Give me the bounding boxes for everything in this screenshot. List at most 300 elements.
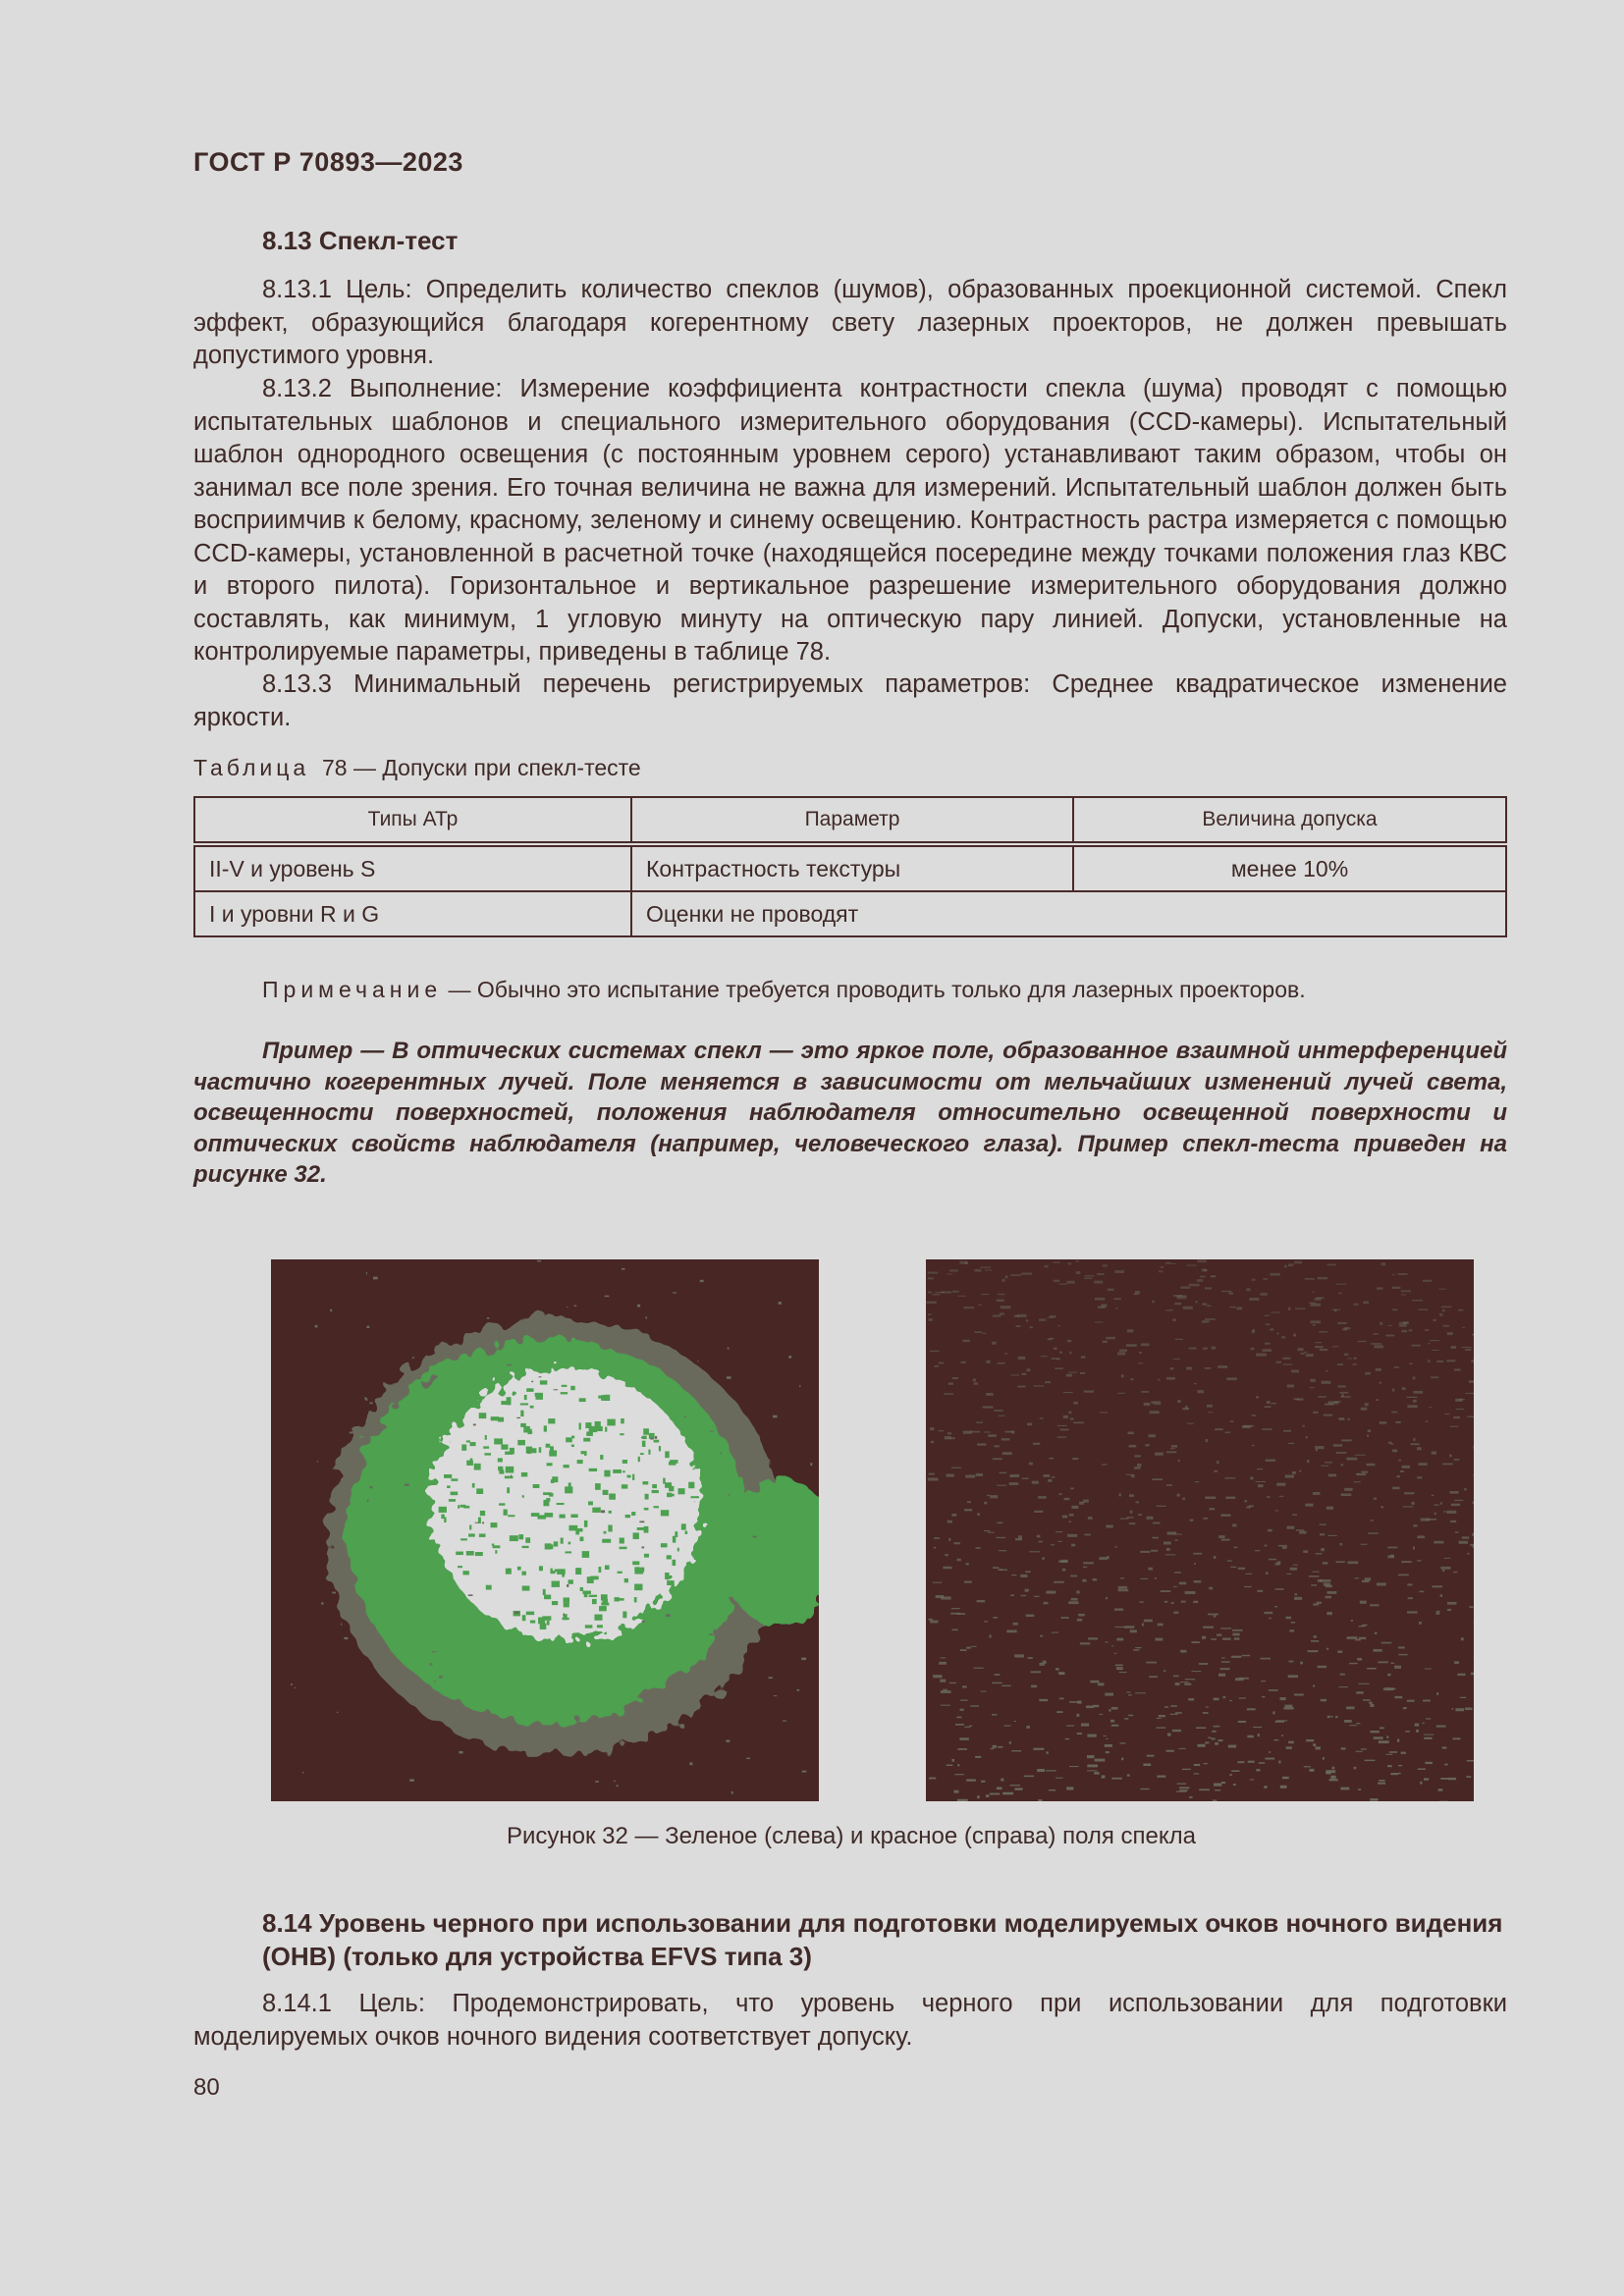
speckle-dot [1447, 1602, 1456, 1605]
speckle-dot [1454, 1368, 1461, 1370]
speckle-dot [982, 1333, 986, 1334]
speckle-dot [1095, 1298, 1105, 1301]
speckle-dot [939, 1662, 947, 1665]
speckle-dot [1211, 1737, 1215, 1739]
speckle-dot [476, 1488, 483, 1494]
speckle-dot [962, 1685, 967, 1687]
speckle-dot [1002, 1452, 1012, 1455]
speckle-dot [1014, 1721, 1016, 1722]
speckle-dot [642, 1436, 646, 1439]
table-header-cell: Параметр [631, 797, 1073, 844]
speckle-dot [620, 1433, 623, 1435]
speckle-dot [1038, 1799, 1042, 1801]
speckle-dot [1273, 1739, 1278, 1740]
speckle-dot [998, 1294, 1004, 1295]
speckle-dot [530, 1431, 532, 1434]
speckle-dot [1039, 1318, 1047, 1320]
speckle-dot [439, 1676, 442, 1679]
speckle-dot [1359, 1626, 1366, 1627]
speckle-dot [1306, 1436, 1308, 1438]
speckle-dot [642, 1621, 645, 1623]
speckle-dot [1430, 1340, 1439, 1341]
speckle-dot [580, 1587, 583, 1591]
table-row [194, 844, 1506, 891]
speckle-dot [1138, 1362, 1143, 1363]
speckle-dot [483, 1446, 489, 1448]
speckle-dot [1157, 1718, 1162, 1719]
speckle-dot [929, 1778, 936, 1780]
speckle-dot [1152, 1537, 1159, 1539]
speckle-dot [1413, 1391, 1423, 1394]
speckle-dot [1076, 1260, 1079, 1262]
speckle-dot [1325, 1462, 1332, 1463]
speckle-dot [1436, 1725, 1446, 1727]
speckle-dot [1029, 1551, 1040, 1552]
speckle-dot [1077, 1733, 1082, 1735]
speckle-dot [957, 1748, 967, 1750]
speckle-dot [1441, 1307, 1452, 1308]
speckle-dot [1195, 1481, 1200, 1482]
speckle-dot [1310, 1379, 1315, 1382]
speckle-dot [1225, 1432, 1231, 1433]
section-title-8-13: 8.13 Спекл-тест [262, 226, 459, 255]
speckle-dot [928, 1291, 932, 1293]
speckle-dot [661, 1510, 669, 1516]
speckle-dot [1398, 1765, 1402, 1766]
speckle-dot [1076, 1714, 1079, 1717]
speckle-dot [1068, 1262, 1072, 1264]
speckle-dot [928, 1272, 939, 1274]
speckle-dot [631, 1512, 635, 1516]
speckle-dot [1348, 1418, 1350, 1420]
speckle-dot [330, 1309, 332, 1312]
speckle-dot [1455, 1708, 1464, 1711]
speckle-dot [1197, 1390, 1204, 1393]
speckle-dot [1370, 1604, 1380, 1606]
speckle-dot [779, 1302, 782, 1305]
speckle-dot [1014, 1654, 1024, 1657]
speckle-dot [1083, 1567, 1087, 1568]
speckle-dot [663, 1478, 665, 1484]
speckle-dot [1378, 1783, 1385, 1785]
speckle-dot [1312, 1291, 1315, 1292]
speckle-dot [642, 1481, 648, 1484]
speckle-dot [1038, 1541, 1042, 1543]
speckle-dot [317, 1461, 318, 1462]
speckle-dot [1111, 1778, 1122, 1780]
speckle-dot [1288, 1661, 1293, 1663]
speckle-dot [1032, 1481, 1039, 1484]
speckle-dot [1049, 1458, 1054, 1460]
speckle-dot [1034, 1511, 1043, 1513]
speckle-dot [1443, 1558, 1450, 1559]
speckle-dot [1174, 1539, 1177, 1540]
speckle-dot [460, 1505, 466, 1508]
speckle-dot [546, 1444, 551, 1448]
speckle-dot [1337, 1650, 1342, 1653]
speckle-dot [999, 1550, 1006, 1551]
speckle-dot [1041, 1356, 1048, 1357]
speckle-dot [1168, 1309, 1172, 1311]
speckle-dot [1004, 1353, 1007, 1354]
speckle-dot [933, 1675, 942, 1678]
speckle-dot [1185, 1406, 1188, 1409]
speckle-dot [1456, 1409, 1464, 1410]
speckle-dot [1411, 1502, 1414, 1505]
speckle-dot [1030, 1326, 1033, 1328]
speckle-dot [567, 1584, 568, 1587]
speckle-dot [1203, 1348, 1208, 1350]
speckle-dot [1221, 1539, 1230, 1541]
speckle-dot [1206, 1706, 1209, 1707]
speckle-dot [969, 1726, 972, 1727]
speckle-dot [1371, 1343, 1381, 1345]
speckle-dot [799, 1385, 800, 1387]
speckle-dot [1311, 1304, 1322, 1307]
speckle-dot [1048, 1338, 1052, 1340]
speckle-dot [1098, 1682, 1105, 1685]
speckle-dot [934, 1365, 939, 1367]
speckle-dot [1278, 1761, 1280, 1764]
speckle-dot [1006, 1629, 1016, 1632]
speckle-dot [1442, 1746, 1447, 1748]
speckle-dot [948, 1382, 953, 1384]
speckle-dot [1148, 1568, 1153, 1571]
speckle-dot [575, 1568, 581, 1575]
speckle-dot [1359, 1637, 1367, 1639]
speckle-dot [685, 1531, 688, 1534]
speckle-dot [1284, 1705, 1292, 1707]
speckle-dot [1401, 1330, 1407, 1332]
speckle-dot [1127, 1329, 1134, 1332]
speckle-dot [992, 1714, 997, 1715]
speckle-dot [640, 1453, 644, 1455]
speckle-dot [1261, 1658, 1272, 1660]
speckle-dot [1098, 1306, 1106, 1308]
speckle-dot [944, 1393, 953, 1395]
speckle-dot [1060, 1429, 1069, 1431]
speckle-dot [1211, 1638, 1217, 1640]
speckle-dot [336, 1554, 338, 1556]
speckle-dot [1175, 1682, 1180, 1685]
speckle-dot [1058, 1560, 1067, 1563]
speckle-dot [1467, 1760, 1474, 1762]
speckle-dot [1249, 1505, 1254, 1507]
speckle-dot [1175, 1339, 1183, 1340]
speckle-dot [1142, 1623, 1144, 1626]
speckle-dot [1099, 1557, 1108, 1560]
speckle-dot [992, 1342, 997, 1345]
speckle-dot [652, 1490, 659, 1493]
speckle-dot [1197, 1279, 1203, 1282]
speckle-dot [1293, 1334, 1296, 1337]
speckle-dot [1040, 1417, 1044, 1418]
speckle-dot [1246, 1288, 1250, 1291]
speckle-dot [1472, 1502, 1474, 1504]
speckle-dot [1349, 1663, 1358, 1664]
speckle-dot [665, 1482, 672, 1488]
speckle-dot [966, 1563, 969, 1565]
speckle-dot [1353, 1363, 1357, 1365]
speckle-dot [337, 1712, 338, 1713]
speckle-dot [1115, 1665, 1123, 1667]
speckle-dot [1116, 1667, 1123, 1670]
speckle-dot [1311, 1320, 1322, 1323]
speckle-dot [970, 1705, 979, 1706]
speckle-dot [409, 1779, 414, 1781]
speckle-dot [1171, 1602, 1174, 1604]
speckle-dot [1356, 1751, 1363, 1752]
speckle-dot [1133, 1649, 1139, 1651]
speckle-dot [1152, 1301, 1154, 1304]
speckle-dot [444, 1518, 446, 1523]
speckle-dot [563, 1613, 564, 1616]
speckle-dot [1374, 1498, 1377, 1500]
speckle-dot [930, 1351, 940, 1352]
speckle-dot [1236, 1307, 1242, 1309]
speckle-dot [644, 1508, 649, 1511]
speckle-dot [1106, 1751, 1110, 1753]
speckle-dot [1167, 1734, 1171, 1736]
speckle-dot [1179, 1582, 1186, 1585]
speckle-dot [1105, 1744, 1112, 1747]
speckle-dot [1244, 1500, 1247, 1502]
speckle-dot [1361, 1408, 1368, 1411]
speckle-dot [1261, 1681, 1266, 1682]
example-paragraph: Пример — В оптических системах спекл — это яркое поле, образованное взаимной интерференцией частично когерентных лучей. Поле меняется в зависимости от мельчайших изменений лучей света, освещенности поверхностей, положения наблюдателя относительно освещенной поверхности и оптических свойств наблюдателя (например, человеческого глаза). Пример спекл-теста приведен на рисунке 32. [193, 1038, 1507, 1188]
speckle-dot [1221, 1661, 1230, 1663]
speckle-dot [965, 1261, 968, 1264]
speckle-dot [1367, 1434, 1369, 1436]
speckle-dot [1339, 1543, 1342, 1545]
speckle-dot [1287, 1384, 1294, 1387]
speckle-dot [1179, 1789, 1188, 1790]
speckle-dot [567, 1307, 568, 1308]
speckle-dot [474, 1464, 481, 1470]
speckle-dot [1105, 1693, 1113, 1696]
speckle-dot [1252, 1279, 1256, 1281]
speckle-dot [1076, 1271, 1081, 1274]
speckle-dot [1390, 1443, 1394, 1444]
speckle-dot [1264, 1786, 1267, 1789]
speckle-dot [1274, 1588, 1283, 1590]
speckle-dot [1250, 1477, 1254, 1480]
speckle-dot [633, 1532, 639, 1539]
speckle-dot [661, 1543, 668, 1547]
speckle-dot [533, 1484, 540, 1488]
speckle-dot [977, 1795, 980, 1798]
speckle-dot [1349, 1725, 1356, 1726]
speckle-dot [648, 1450, 650, 1455]
speckle-dot [1398, 1646, 1405, 1648]
speckle-dot [1220, 1668, 1230, 1670]
speckle-dot [602, 1539, 611, 1543]
speckle-dot [1174, 1303, 1181, 1305]
standard-header: ГОСТ Р 70893—2023 [193, 147, 463, 177]
speckle-dot [1139, 1352, 1142, 1354]
speckle-dot [1386, 1735, 1388, 1738]
speckle-dot [551, 1479, 554, 1483]
speckle-dot [430, 1663, 433, 1665]
speckle-dot [1326, 1612, 1332, 1615]
speckle-dot [1158, 1624, 1164, 1627]
speckle-dot [655, 1436, 657, 1439]
speckle-dot [1038, 1496, 1046, 1499]
speckle-dot [1199, 1663, 1208, 1665]
speckle-dot [1250, 1348, 1254, 1350]
speckle-dot [570, 1386, 575, 1390]
speckle-dot [639, 1521, 644, 1522]
speckle-dot [1316, 1553, 1323, 1554]
speckle-dot [1355, 1639, 1361, 1641]
speckle-dot [965, 1475, 975, 1478]
speckle-dot [1411, 1443, 1420, 1445]
speckle-dot [1238, 1721, 1246, 1723]
speckle-dot [1387, 1687, 1389, 1689]
speckle-dot [1365, 1760, 1376, 1761]
speckle-dot [1338, 1417, 1344, 1420]
speckle-dot [1369, 1702, 1372, 1704]
speckle-dot [589, 1468, 597, 1471]
speckle-dot [1225, 1477, 1236, 1478]
speckle-dot [1356, 1723, 1360, 1724]
speckle-dot [1117, 1393, 1124, 1394]
speckle-dot [1425, 1668, 1432, 1669]
speckle-dot [549, 1493, 554, 1497]
speckle-dot [1340, 1788, 1349, 1790]
speckle-dot [1392, 1287, 1401, 1289]
speckle-dot [1197, 1259, 1207, 1262]
speckle-dot [1338, 1686, 1347, 1687]
speckle-dot [802, 1771, 807, 1773]
speckle-dot [577, 1528, 582, 1532]
speckle-dot [366, 1326, 369, 1328]
speckle-dot [1450, 1426, 1458, 1427]
speckle-dot [941, 1657, 946, 1658]
speckle-dot [1071, 1506, 1078, 1509]
speckle-dot [1059, 1493, 1062, 1495]
speckle-dot [960, 1699, 967, 1700]
speckle-dot [539, 1376, 542, 1377]
speckle-dot [609, 1511, 612, 1514]
speckle-dot [1000, 1312, 1004, 1314]
speckle-dot [1099, 1714, 1103, 1715]
speckle-dot [1381, 1642, 1392, 1644]
speckle-dot [678, 1488, 685, 1494]
speckle-dot [1435, 1613, 1439, 1615]
speckle-dot [579, 1537, 583, 1542]
speckle-dot [1368, 1429, 1371, 1432]
speckle-dot [993, 1617, 998, 1619]
speckle-dot [1222, 1637, 1231, 1639]
speckle-dot [1316, 1449, 1318, 1451]
speckle-dot [462, 1571, 468, 1575]
speckle-dot [953, 1542, 960, 1544]
speckle-dot [1262, 1696, 1266, 1697]
speckle-dot [1111, 1725, 1118, 1727]
speckle-dot [607, 1419, 615, 1426]
speckle-dot [926, 1302, 936, 1304]
speckle-dot [960, 1649, 967, 1651]
speckle-dot [1268, 1529, 1272, 1531]
speckle-dot [1376, 1368, 1381, 1371]
speckle-dot [1150, 1411, 1160, 1414]
speckle-dot [1037, 1535, 1041, 1538]
speckle-dot [1282, 1547, 1287, 1549]
speckle-dot [1172, 1730, 1181, 1732]
speckle-dot [1229, 1774, 1232, 1776]
speckle-dot [1271, 1403, 1276, 1404]
speckle-dot [1077, 1619, 1082, 1622]
speckle-dot [1365, 1403, 1369, 1406]
speckle-dot [544, 1513, 553, 1518]
speckle-dot [1213, 1726, 1219, 1728]
speckle-dot [728, 1494, 730, 1495]
speckle-dot [1450, 1521, 1456, 1522]
speckle-dot [1221, 1657, 1225, 1658]
speckle-dot [1181, 1601, 1186, 1603]
speckle-dot [468, 1594, 473, 1596]
speckle-dot [1447, 1332, 1453, 1335]
speckle-dot [1389, 1751, 1397, 1753]
speckle-dot [504, 1510, 508, 1516]
speckle-dot [1209, 1587, 1213, 1590]
speckle-dot [1446, 1360, 1455, 1362]
speckle-dot [939, 1362, 945, 1364]
speckle-dot [1472, 1334, 1474, 1336]
speckle-dot [1114, 1546, 1117, 1547]
speckle-dot [1056, 1711, 1062, 1713]
speckle-dot [1229, 1307, 1235, 1308]
speckle-dot [510, 1535, 518, 1541]
speckle-dot [1062, 1516, 1067, 1519]
speckle-dot [1423, 1280, 1432, 1282]
speckle-dot [1116, 1638, 1123, 1641]
speckle-dot [1154, 1404, 1161, 1405]
speckle-dot [1326, 1770, 1335, 1773]
speckle-dot [1057, 1425, 1067, 1426]
speckle-dot [1440, 1567, 1450, 1570]
speckle-dot [552, 1581, 560, 1587]
speckle-dot [341, 1624, 342, 1626]
speckle-dot [1106, 1525, 1112, 1528]
speckle-dot [1333, 1444, 1342, 1446]
speckle-dot [1039, 1699, 1048, 1701]
speckle-dot [547, 1621, 550, 1626]
speckle-dot [486, 1585, 492, 1590]
speckle-dot [592, 1508, 600, 1513]
speckle-dot [1294, 1398, 1300, 1400]
speckle-dot [673, 1560, 677, 1566]
speckle-dot [1026, 1726, 1030, 1729]
speckle-dot [1291, 1370, 1299, 1373]
speckle-dot [1193, 1601, 1198, 1603]
speckle-dot [540, 1380, 547, 1384]
speckle-dot [1221, 1782, 1225, 1784]
speckle-dot [1387, 1674, 1390, 1677]
speckle-dot [1311, 1584, 1317, 1586]
speckle-dot [1294, 1593, 1297, 1595]
speckle-dot [1413, 1547, 1415, 1550]
speckle-dot [1332, 1767, 1334, 1770]
speckle-dot [568, 1579, 573, 1583]
speckle-dot [1076, 1590, 1079, 1593]
speckle-dot [332, 1592, 336, 1594]
speckle-dot [405, 1483, 409, 1485]
speckle-dot [1330, 1716, 1333, 1717]
speckle-dot [1340, 1392, 1349, 1394]
speckle-dot [1018, 1357, 1026, 1360]
